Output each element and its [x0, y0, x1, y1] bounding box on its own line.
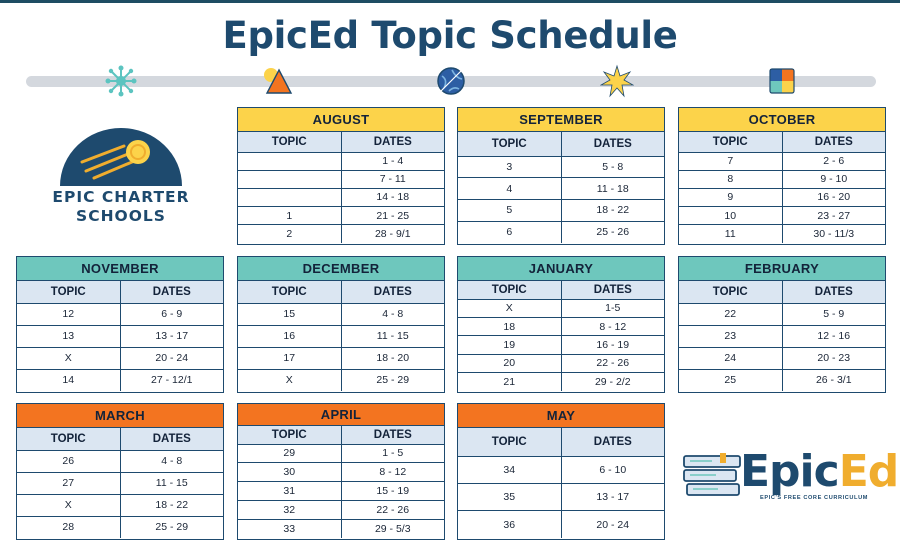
table-row [679, 303, 885, 325]
dates-cell: 14 - 18 [341, 188, 444, 206]
dates-cell: 29 - 5/3 [374, 522, 411, 535]
dates-column-header: DATES [120, 428, 223, 450]
topic-cell: 11 [679, 225, 782, 243]
dates-cell: 11 - 15 [120, 472, 223, 494]
table-row [458, 156, 664, 178]
dates-column-header: DATES [341, 281, 444, 303]
month-title: DECEMBER [238, 257, 444, 281]
table-row [238, 152, 444, 170]
topic-cell: 21 [458, 373, 561, 391]
table-row [17, 472, 223, 494]
month-february [678, 256, 886, 393]
dates-cell: 13 - 17 [561, 483, 664, 510]
topic-table [458, 281, 664, 391]
topic-cell: 17 [238, 347, 341, 369]
dates-cell: 1 - 5 [341, 444, 444, 463]
topic-cell: 33 [238, 519, 341, 538]
topic-column-header: TOPIC [238, 281, 341, 303]
topic-column-header: TOPIC [458, 281, 561, 299]
globe-icon [434, 64, 468, 98]
dates-cell: 13 - 17 [120, 325, 223, 347]
dates-column-header: DATES [561, 281, 664, 299]
topic-cell: X [17, 494, 120, 516]
topic-cell: 9 [679, 188, 782, 206]
table-row [458, 299, 664, 317]
dates-cell: 25 - 26 [596, 226, 630, 239]
table-row [238, 463, 444, 482]
network-icon [104, 64, 138, 98]
dates-cell: 1-5 [561, 299, 664, 317]
topic-column-header: TOPIC [238, 132, 341, 152]
dates-cell: 22 - 26 [561, 354, 664, 372]
epic-charter-schools-logo [42, 124, 200, 234]
topic-cell: 30 [238, 463, 341, 482]
topic-cell: 5 [458, 200, 561, 222]
topic-cell: 23 [679, 325, 782, 347]
brand-ed: Ed [838, 446, 899, 497]
topic-table [17, 428, 223, 538]
dates-cell: 30 - 11/3 [813, 228, 855, 241]
table-row [238, 347, 444, 369]
table-row [458, 336, 664, 354]
table-row [238, 369, 444, 391]
logo-line-1: EPIC CHARTER [52, 188, 190, 206]
topic-cell: 16 [238, 325, 341, 347]
table-row [238, 303, 444, 325]
dates-cell: 20 - 23 [782, 347, 885, 369]
table-row [679, 369, 885, 391]
topic-column-header: TOPIC [679, 281, 782, 303]
topic-cell: 31 [238, 482, 341, 501]
topic-cell: 18 [458, 317, 561, 335]
dates-cell: 25 - 29 [376, 374, 410, 387]
dates-cell: 26 - 3/1 [815, 374, 852, 387]
month-title: FEBRUARY [679, 257, 885, 281]
month-title: NOVEMBER [17, 257, 223, 281]
dates-cell: 22 - 26 [341, 500, 444, 519]
topic-cell: X [17, 347, 120, 369]
dates-cell: 11 - 18 [561, 178, 664, 200]
dates-column-header: DATES [120, 281, 223, 303]
dates-cell: 6 - 10 [561, 456, 664, 483]
cube-icon [765, 64, 799, 98]
table-row [238, 325, 444, 347]
dates-column-header: DATES [561, 428, 664, 456]
topic-cell: 7 [679, 152, 782, 170]
topic-cell: 26 [17, 450, 120, 472]
topic-table [238, 281, 444, 391]
dates-cell: 16 - 20 [782, 188, 885, 206]
table-row [679, 170, 885, 188]
topic-cell: X [458, 299, 561, 317]
dates-cell: 2 - 6 [782, 152, 885, 170]
topic-cell: 32 [238, 500, 341, 519]
table-row [679, 225, 885, 243]
month-title: SEPTEMBER [458, 108, 664, 132]
dates-cell: 23 - 27 [782, 207, 885, 225]
topic-column-header: TOPIC [679, 132, 782, 152]
table-row [679, 188, 885, 206]
topic-cell: 25 [679, 369, 782, 391]
dates-cell: 9 - 10 [782, 170, 885, 188]
epiced-logo [682, 446, 899, 506]
table-row [17, 516, 223, 538]
dates-column-header: DATES [561, 132, 664, 156]
table-row [458, 511, 664, 538]
topic-cell [238, 188, 341, 206]
month-september [457, 107, 665, 245]
topic-cell: 2 [238, 225, 341, 243]
table-row [458, 200, 664, 222]
table-row [238, 225, 444, 243]
dates-cell: 20 - 24 [120, 347, 223, 369]
month-august [237, 107, 445, 245]
dates-column-header: DATES [341, 132, 444, 152]
epiced-tagline: EPIC'S FREE CORE CURRICULUM [760, 495, 868, 501]
table-row [17, 347, 223, 369]
table-row [238, 444, 444, 463]
table-row [679, 152, 885, 170]
table-row [679, 325, 885, 347]
books-icon [682, 452, 742, 500]
table-row [17, 369, 223, 391]
topic-cell: 20 [458, 354, 561, 372]
topic-cell: 24 [679, 347, 782, 369]
month-title: APRIL [238, 404, 444, 426]
table-row [238, 519, 444, 538]
table-row [17, 450, 223, 472]
topic-cell: 8 [679, 170, 782, 188]
topic-column-header: TOPIC [238, 426, 341, 444]
dates-cell: 28 - 9/1 [374, 228, 411, 241]
page-title: EpicEd Topic Schedule [222, 14, 678, 57]
month-november [16, 256, 224, 393]
table-row [17, 325, 223, 347]
topic-cell: 14 [17, 369, 120, 391]
month-title: JANUARY [458, 257, 664, 281]
dates-cell: 18 - 22 [120, 494, 223, 516]
dates-cell: 25 - 29 [155, 521, 189, 534]
month-december [237, 256, 445, 393]
topic-cell: 15 [238, 303, 341, 325]
dates-column-header: DATES [782, 132, 885, 152]
topic-cell: 29 [238, 444, 341, 463]
month-january [457, 256, 665, 393]
table-row [458, 354, 664, 372]
table-row [238, 170, 444, 188]
dates-cell: 15 - 19 [341, 482, 444, 501]
table-row [458, 317, 664, 335]
topic-cell: 27 [17, 472, 120, 494]
topic-cell [238, 152, 341, 170]
topic-cell: 6 [458, 221, 561, 243]
shapes-icon [260, 64, 294, 98]
table-row [458, 456, 664, 483]
dates-cell: 6 - 9 [120, 303, 223, 325]
dates-cell: 18 - 22 [561, 200, 664, 222]
dates-column-header: DATES [782, 281, 885, 303]
month-may [457, 403, 665, 540]
logo-line-2: SCHOOLS [76, 207, 166, 225]
table-row [458, 221, 664, 243]
topic-cell: 34 [458, 456, 561, 483]
dates-cell: 5 - 8 [561, 156, 664, 178]
topic-table [679, 132, 885, 243]
topic-cell: 19 [458, 336, 561, 354]
dates-cell: 4 - 8 [341, 303, 444, 325]
topic-cell: 3 [458, 156, 561, 178]
topic-cell: 22 [679, 303, 782, 325]
dates-cell: 12 - 16 [782, 325, 885, 347]
table-row [679, 207, 885, 225]
dates-cell: 21 - 25 [341, 207, 444, 225]
topic-cell: 35 [458, 483, 561, 510]
month-title: OCTOBER [679, 108, 885, 132]
dates-cell: 29 - 2/2 [594, 376, 631, 388]
dates-cell: 16 - 19 [561, 336, 664, 354]
topic-cell: 4 [458, 178, 561, 200]
dates-cell: 1 - 4 [341, 152, 444, 170]
topic-cell: 10 [679, 207, 782, 225]
top-rule [0, 0, 900, 3]
brand-epic: Epic [740, 446, 839, 497]
topic-cell: 36 [458, 511, 561, 538]
epiced-wordmark [740, 446, 898, 498]
topic-cell: X [238, 369, 341, 391]
topic-cell: 13 [17, 325, 120, 347]
star-burst-icon [600, 64, 634, 98]
dates-cell: 20 - 24 [596, 518, 630, 531]
dates-cell: 4 - 8 [120, 450, 223, 472]
topic-column-header: TOPIC [17, 281, 120, 303]
topic-column-header: TOPIC [458, 428, 561, 456]
dates-cell: 5 - 9 [782, 303, 885, 325]
topic-table [238, 426, 444, 538]
topic-table [679, 281, 885, 391]
topic-table [238, 132, 444, 243]
dates-cell: 8 - 12 [561, 317, 664, 335]
dates-cell: 7 - 11 [341, 170, 444, 188]
month-march [16, 403, 224, 540]
topic-column-header: TOPIC [458, 132, 561, 156]
table-row [238, 188, 444, 206]
dates-cell: 18 - 20 [341, 347, 444, 369]
table-row [238, 500, 444, 519]
topic-cell: 12 [17, 303, 120, 325]
table-row [17, 494, 223, 516]
month-title: MAY [458, 404, 664, 428]
table-row [238, 207, 444, 225]
topic-table [458, 132, 664, 243]
dates-cell: 11 - 15 [341, 325, 444, 347]
month-title: AUGUST [238, 108, 444, 132]
topic-table [458, 428, 664, 538]
dates-column-header: DATES [341, 426, 444, 444]
table-row [458, 178, 664, 200]
table-row [238, 482, 444, 501]
table-row [458, 373, 664, 391]
topic-column-header: TOPIC [17, 428, 120, 450]
topic-cell [238, 170, 341, 188]
topic-cell: 28 [17, 516, 120, 538]
topic-table [17, 281, 223, 391]
month-october [678, 107, 886, 245]
table-row [17, 303, 223, 325]
month-april [237, 403, 445, 540]
dates-cell: 8 - 12 [341, 463, 444, 482]
table-row [679, 347, 885, 369]
month-title: MARCH [17, 404, 223, 428]
dates-cell: 27 - 12/1 [151, 374, 193, 387]
dome-comet-icon [42, 124, 200, 188]
table-row [458, 483, 664, 510]
topic-cell: 1 [238, 207, 341, 225]
